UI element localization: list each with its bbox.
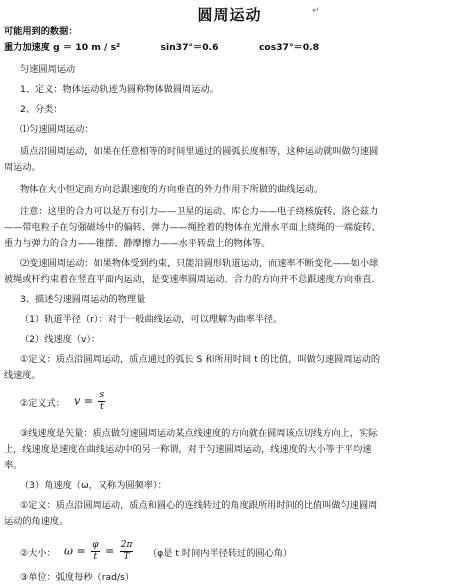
constants-row xyxy=(4,42,450,54)
classification-line: 2、分类： xyxy=(20,104,63,115)
definition-formula-label: ②定义式： xyxy=(20,398,65,409)
formula-denominator: t xyxy=(93,552,98,562)
note-line: 注意：这里的合力可以是万有引力——卫星的运动、库仑力——电子绕核旋转、洛仑兹力 xyxy=(20,206,379,217)
variable-motion-line: 被绳或杆约束着在竖直平面内运动，是变速率圆周运动．合力的方向并不总跟速度方向垂直． xyxy=(4,274,381,285)
formula-fraction xyxy=(91,540,99,563)
formula-lhs: ω = xyxy=(64,544,86,558)
formula-denominator: T xyxy=(123,552,130,562)
formula-lhs: v = xyxy=(74,394,93,408)
paragraph-line: 周运动。 xyxy=(4,162,41,173)
data-label: 可能用到的数据： xyxy=(4,26,78,37)
formula-fraction xyxy=(98,390,105,413)
paragraph-line: 物体在大小恒定而方向总跟速度的方向垂直的外力作用下所做的曲线运动。 xyxy=(20,184,324,195)
sin37-constant: sin37°＝0.6 xyxy=(160,42,219,53)
angular-definition-line: 运动的角速度。 xyxy=(4,516,69,527)
note-line: 重力与弹力的合力——锥摆、静摩擦力——水平转盘上的物体等。 xyxy=(4,238,271,249)
vector-line: 率。 xyxy=(4,460,23,471)
cos37-constant: cos37°＝0.8 xyxy=(258,42,320,53)
formula-numerator: φ xyxy=(92,540,99,550)
unit-line: ③单位：弧度每秒（rad/s） xyxy=(20,572,135,583)
formula-equals: = xyxy=(105,544,115,558)
variable-motion-line: ⑵变速圆周运动：如果物体受到约束，只能沿圆形轨道运动，而速率不断变化——如小球 xyxy=(20,258,379,269)
angular-formula xyxy=(64,540,135,563)
return-mark-icon: ↵ xyxy=(312,6,320,16)
radius-line: （1）轨道半径（r）：对于一般曲线运动，可以理解为曲率半径。 xyxy=(20,314,283,325)
vector-line: ③线速度是矢量：质点做匀速圆周运动某点线速度的方向就在圆周该点切线方向上，实际 xyxy=(20,428,378,439)
uniform-motion-heading: ⑴匀速圆周运动： xyxy=(20,124,94,135)
quantities-heading: 3、描述匀速圆周运动的物理量 xyxy=(20,294,146,305)
linear-velocity-heading: （2）线速度（v）： xyxy=(20,334,101,345)
formula-fraction xyxy=(120,540,134,563)
velocity-definition-line: ①定义：质点沿圆周运动，质点通过的弧长 S 和所用时间 t 的比值，叫做匀速圆周运动的 xyxy=(20,354,381,365)
note-line: ——带电粒子在匀强磁场中的偏转、弹力——绳拴着的物体在光滑水平面上绕绳的一端旋转、 xyxy=(4,222,381,233)
paragraph-line: 质点沿圆周运动，如果在任意相等的时间里通过的圆弧长度相等，这种运动就叫做匀速圆 xyxy=(20,146,379,157)
definition-line: 1、定义：物体运动轨迹为圆称物体做圆周运动。 xyxy=(20,84,219,95)
velocity-formula xyxy=(74,390,107,413)
formula-numerator: s xyxy=(99,390,105,400)
gravity-constant: 重力加速度 g ＝ 10 m / s² xyxy=(4,42,121,53)
section-heading: 匀速圆周运动 xyxy=(20,64,76,75)
magnitude-label: ②大小： xyxy=(20,548,56,559)
formula-denominator: t xyxy=(99,402,104,412)
page-title: 圆周运动 xyxy=(197,6,262,24)
angular-velocity-heading: （3）角速度（ω，又称为圆频率）： xyxy=(20,480,167,491)
vector-line: 上，线速度是速度在曲线运动中的另一称谓，对于匀速圆周运动，线速度的大小等于平均速 xyxy=(4,444,372,455)
velocity-definition-line: 线速度。 xyxy=(4,370,41,381)
angle-note: （φ是 t 时间内半径转过的圆心角） xyxy=(148,548,293,559)
angular-definition-line: ①定义：质点沿圆周运动，质点和圆心的连线转过的角度跟所用时间的比值叫做匀速圆周 xyxy=(20,500,378,511)
formula-numerator: 2π xyxy=(120,540,133,550)
